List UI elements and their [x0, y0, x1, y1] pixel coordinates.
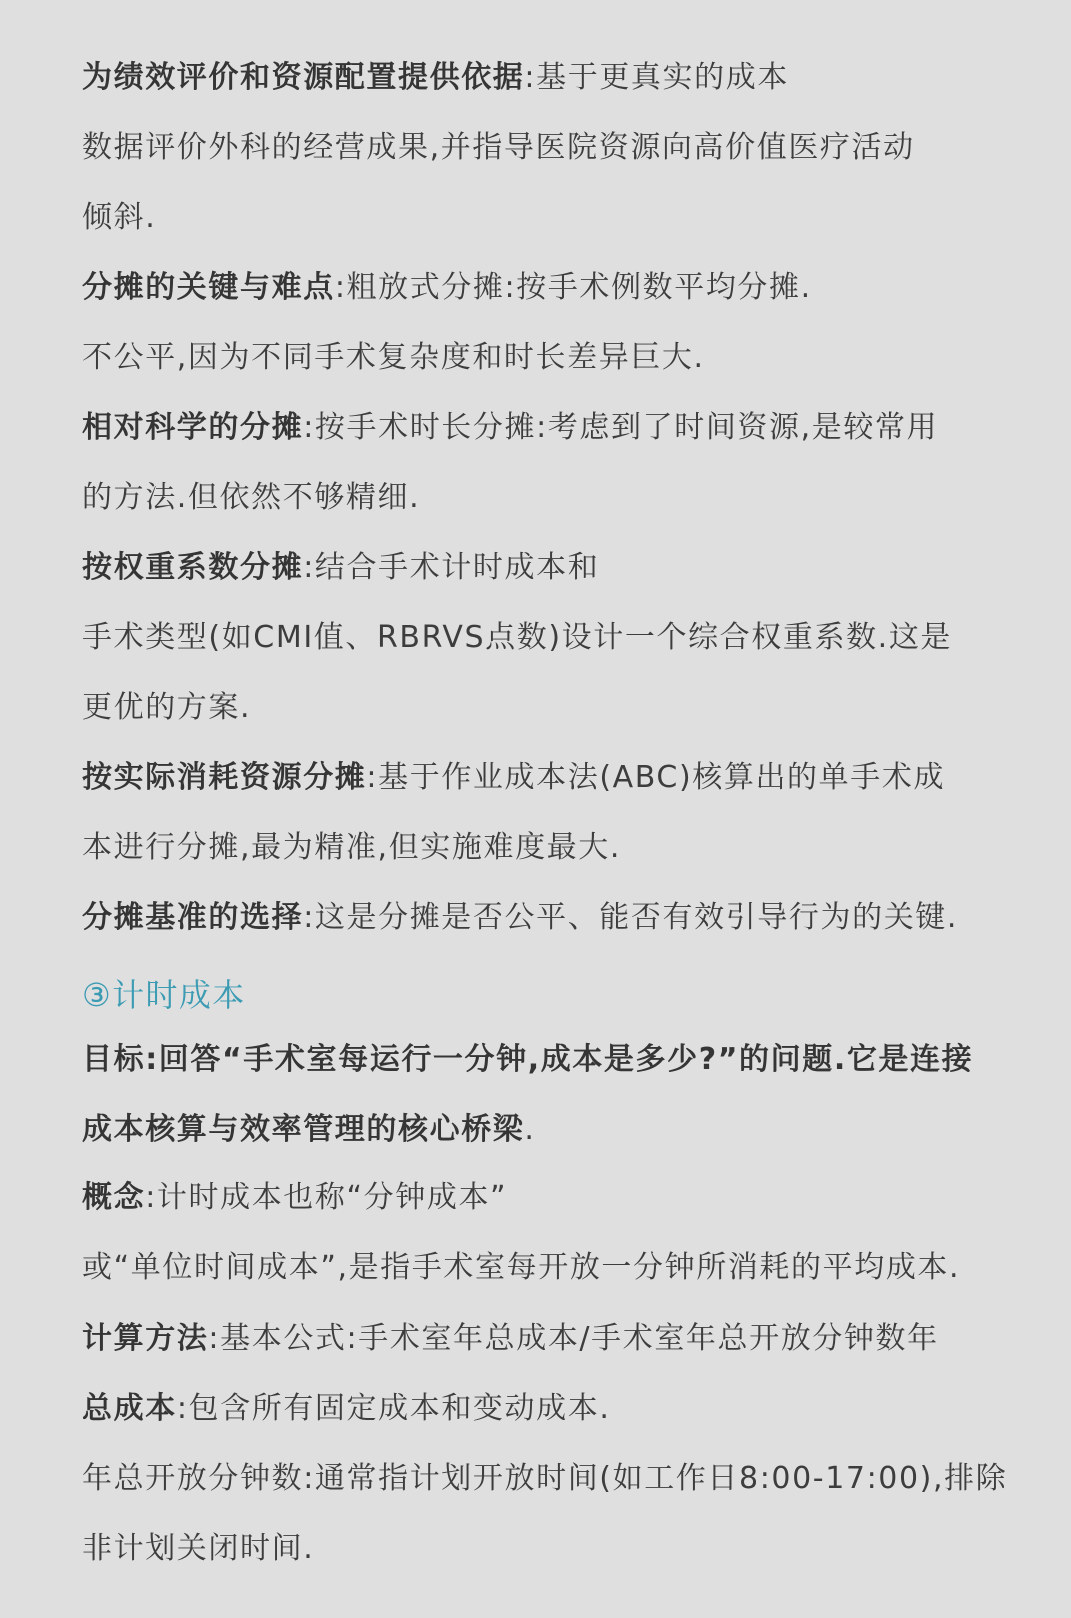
line-18	[82, 1243, 1071, 1293]
section-heading: ③计时成本	[82, 976, 246, 1014]
line-17-lead: 概念	[82, 1180, 146, 1215]
line-17-text: :计时成本也称“分钟成本”	[145, 1180, 508, 1215]
line-11-text: :基于作业成本法(ABC)核算出的单手术成	[366, 760, 946, 795]
line-03-text: 倾斜.	[82, 200, 157, 235]
line-02-text: 数据评价外科的经营成果,并指导医院资源向高价值医疗活动	[82, 130, 915, 165]
line-17	[82, 1173, 1071, 1223]
line-08-text: :结合手术计时成本和	[303, 550, 600, 585]
line-16	[82, 1105, 1071, 1155]
line-19-text: :基本公式:手术室年总成本/手术室年总开放分钟数年	[208, 1321, 939, 1356]
line-05	[82, 333, 1071, 383]
line-12	[82, 823, 1071, 873]
line-19-lead: 计算方法	[82, 1321, 209, 1356]
line-04-lead: 分摊的关键与难点	[82, 270, 335, 305]
line-13-lead: 分摊基准的选择	[82, 900, 304, 935]
line-04	[82, 263, 1071, 313]
line-10-text: 更优的方案.	[82, 690, 252, 725]
line-08	[82, 543, 1071, 593]
line-09-text: 手术类型(如CMI值、RBRVS点数)设计一个综合权重系数.这是	[82, 620, 953, 655]
line-03	[82, 193, 1071, 243]
line-08-lead: 按权重系数分摊	[82, 550, 304, 585]
line-10	[82, 683, 1071, 733]
line-05-text: 不公平,因为不同手术复杂度和时长差异巨大.	[82, 340, 705, 375]
line-15-text: :回答“手术室每运行一分钟,成本是多少?”的问题.它是连接	[145, 1042, 974, 1077]
line-16-lead: 成本核算与效率管理的核心桥梁	[82, 1112, 525, 1147]
line-04-text: :粗放式分摊:按手术例数平均分摊.	[334, 270, 812, 305]
line-19	[82, 1314, 1071, 1364]
line-20	[82, 1384, 1071, 1434]
line-11	[82, 753, 1071, 803]
line-21-text: 年总开放分钟数:通常指计划开放时间(如工作日8:00-17:00),排除	[82, 1461, 1008, 1496]
line-06-lead: 相对科学的分摊	[82, 410, 304, 445]
line-20-text: :包含所有固定成本和变动成本.	[176, 1391, 611, 1426]
line-15-lead: 目标	[82, 1042, 146, 1077]
line-01	[82, 53, 1071, 103]
line-18-text: 或“单位时间成本”,是指手术室每开放一分钟所消耗的平均成本.	[82, 1250, 961, 1285]
line-01-text: :基于更真实的成本	[524, 60, 789, 95]
line-21	[82, 1454, 1071, 1504]
line-20-lead: 总成本	[82, 1391, 177, 1426]
line-06	[82, 403, 1071, 453]
line-12-text: 本进行分摊,最为精准,但实施难度最大.	[82, 830, 622, 865]
line-02	[82, 123, 1071, 173]
line-07-text: 的方法.但依然不够精细.	[82, 480, 421, 515]
line-13-text: :这是分摊是否公平、能否有效引导行为的关键.	[303, 900, 959, 935]
line-13	[82, 893, 1071, 943]
line-22	[82, 1524, 1071, 1574]
line-22-text: 非计划关闭时间.	[82, 1531, 315, 1566]
line-09	[82, 613, 1071, 663]
line-11-lead: 按实际消耗资源分摊	[82, 760, 367, 795]
line-15	[82, 1035, 1071, 1085]
line-01-lead: 为绩效评价和资源配置提供依据	[82, 60, 525, 95]
line-16-text: .	[524, 1112, 536, 1147]
line-07	[82, 473, 1071, 523]
line-06-text: :按手术时长分摊:考虑到了时间资源,是较常用	[303, 410, 939, 445]
